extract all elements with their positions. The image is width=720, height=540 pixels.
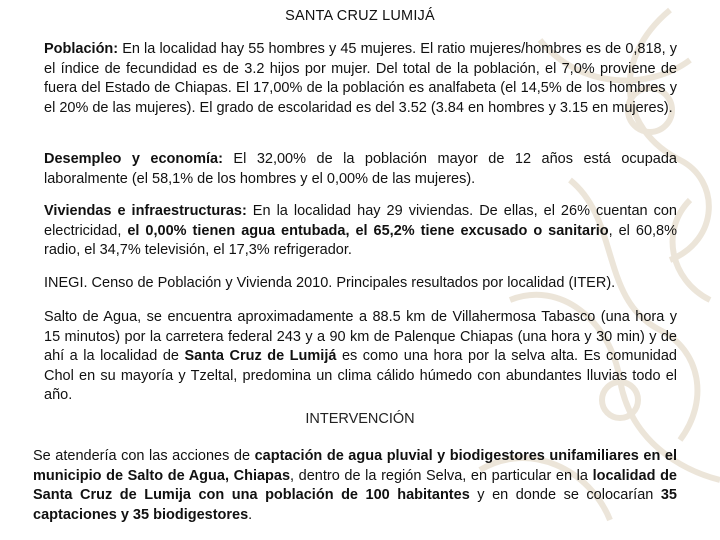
viviendas-text-2: , el 60,8% radio, el 34,7% televisión, el 17,3% refrigerador. xyxy=(44,222,677,258)
intervencion-text-3: y en donde se colocarían xyxy=(469,487,661,503)
intervencion-paragraph xyxy=(33,447,677,525)
salto-locality: Santa Cruz de Lumijá xyxy=(184,348,337,364)
poblacion-paragraph xyxy=(44,40,677,118)
salto-text-2: es como una hora por la selva alta. Es comunidad Chol en su mayoría y Tzeltal, predomina un clima cálido húmedo con abundantes lluvias todo el año. xyxy=(44,348,677,403)
viviendas-text-1: En la localidad hay 29 viviendas. De ellas, el 26% cuentan con electricidad, xyxy=(44,203,677,239)
salto-text-1: Salto de Agua, se encuentra aproximadamente a 88.5 km de Villahermosa Tabasco (una hora y 15 minutos) por la carretera federal 243 y a 90 km de Palenque Chiapas (una hora y 30 min) y de ahí a la localidad de xyxy=(44,309,677,364)
intervencion-text-1: Se atendería con las acciones de xyxy=(33,448,255,464)
salto-paragraph xyxy=(44,308,677,406)
viviendas-paragraph xyxy=(44,202,677,261)
intervencion-text-2: , dentro de la región Selva, en particular en la xyxy=(290,467,593,484)
intervencion-bold-1: captación de agua pluvial y biodigestores unifamiliares en el municipio de Salto de Agua, Chiapas xyxy=(33,448,677,484)
desempleo-paragraph xyxy=(44,150,677,189)
poblacion-label: Población: xyxy=(44,41,119,57)
viviendas-highlight: el 0,00% tienen agua entubada, el 65,2% tiene excusado o sanitario xyxy=(127,222,609,239)
viviendas-label: Viviendas e infraestructuras: xyxy=(44,203,247,219)
page-title: SANTA CRUZ LUMIJÁ xyxy=(285,8,435,24)
intervencion-heading: INTERVENCIÓN xyxy=(305,411,415,427)
source-note: INEGI. Censo de Población y Vivienda 2010. Principales resultados por localidad (ITER). xyxy=(44,275,616,291)
desempleo-label: Desempleo y economía: xyxy=(44,151,223,167)
intervencion-text-4: . xyxy=(248,506,253,523)
poblacion-text: En la localidad hay 55 hombres y 45 mujeres. El ratio mujeres/hombres es de 0,818, y el índice de fecundidad es de 3.2 hijos por mujer. Del total de la población, el 7,0% proviene de fuera del Estado de Chiapas. El 17,00% de la población es analfabeta (el 14,5% de los hombres y el 20% de las mujeres). El grado de escolaridad es del 3.52 (3.84 en hombres y 3.15 en mujeres). xyxy=(44,41,677,116)
desempleo-text: El 32,00% de la población mayor de 12 años está ocupada laboralmente (el 58,1% de los hombres y el 0,00% de las mujeres). xyxy=(44,151,677,187)
intervencion-bold-3: 35 captaciones y 35 biodigestores xyxy=(33,487,677,523)
intervencion-bold-2: localidad de Santa Cruz de Lumija con una población de 100 habitantes xyxy=(33,467,677,503)
